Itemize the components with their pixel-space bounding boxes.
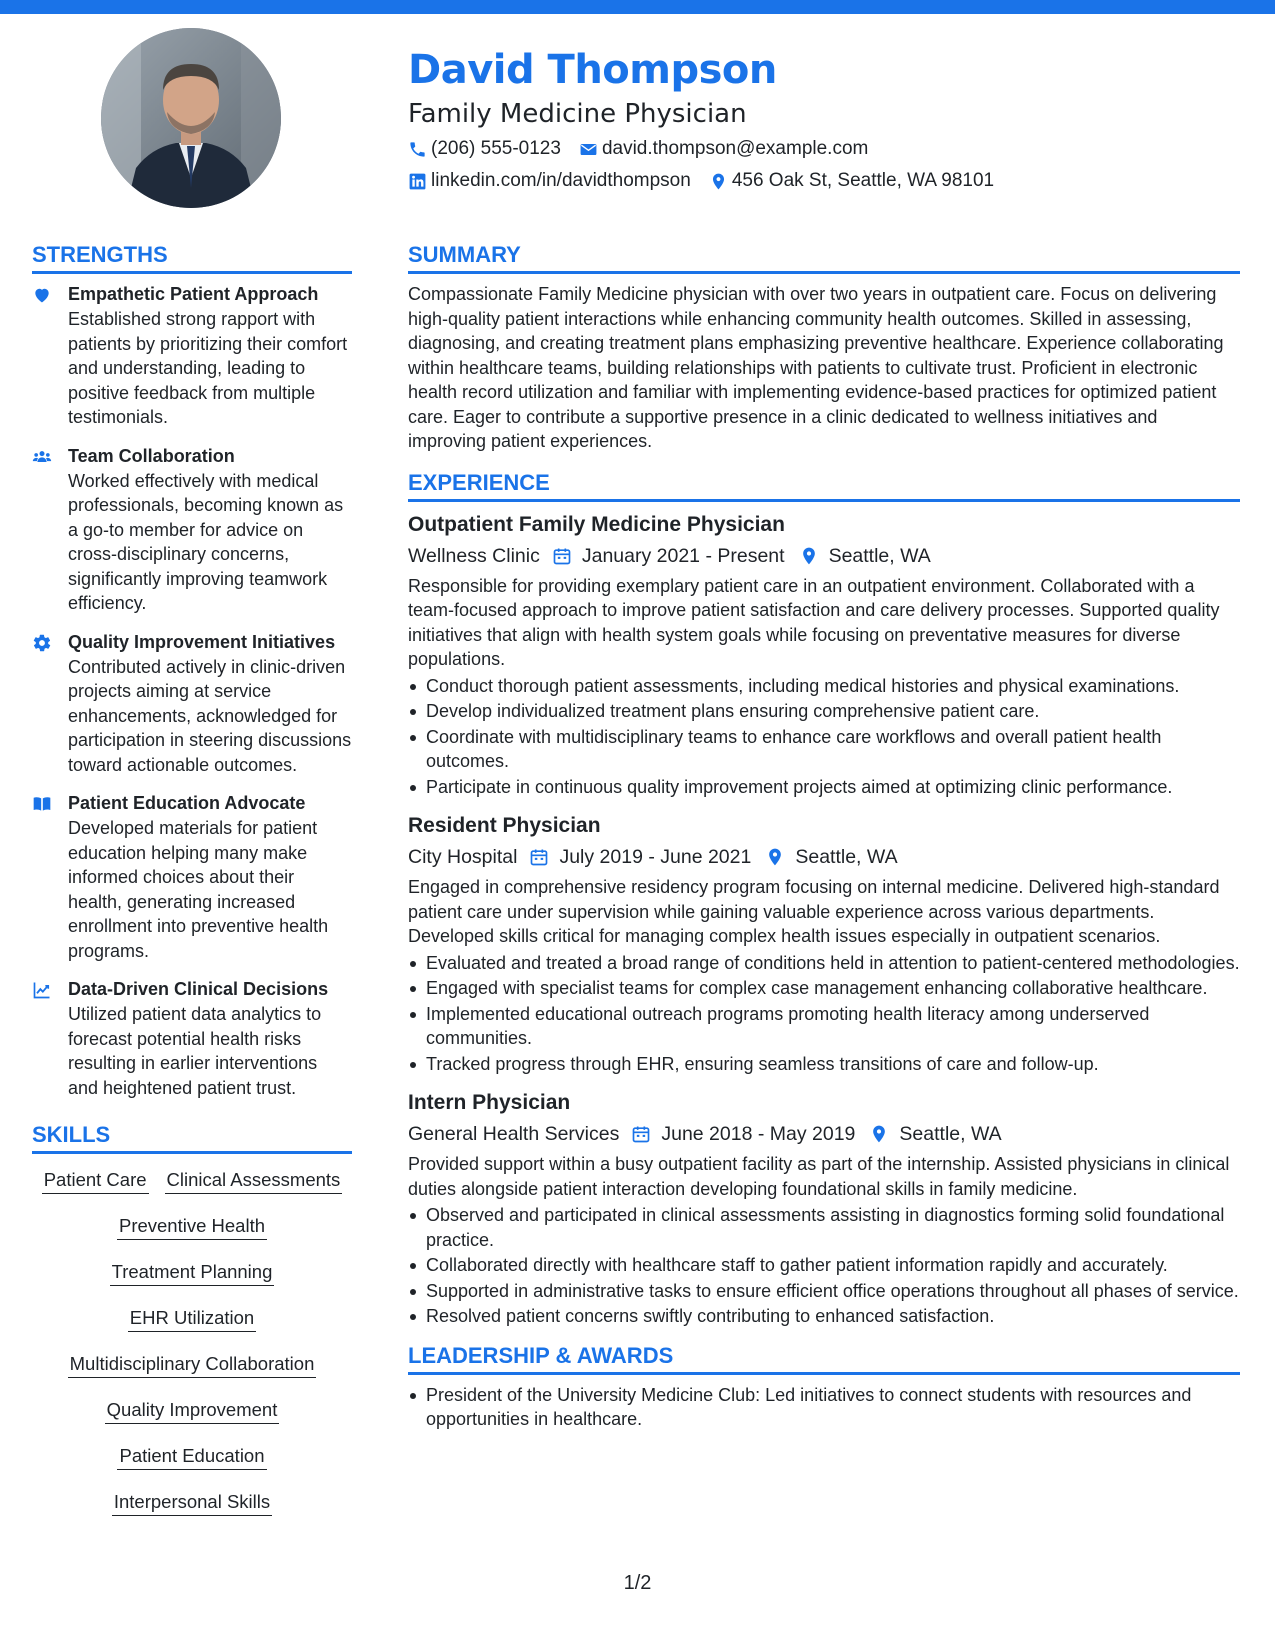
book-icon (32, 794, 52, 814)
users-icon (32, 447, 52, 467)
phone-contact (408, 134, 561, 164)
bullet-item: Evaluated and treated a broad range of conditions held in attention to patient-centered methodologies. (408, 951, 1240, 976)
job-role: Intern Physician (408, 1091, 571, 1114)
job-meta (408, 841, 1240, 873)
heart-icon (32, 285, 52, 305)
bullet-item: President of the University Medicine Club: Led initiatives to connect students with resources and opportunities in healthcare. (408, 1383, 1240, 1432)
job-meta (408, 1118, 1240, 1150)
strength-desc: Established strong rapport with patients by prioritizing their comfort and understanding, leading to positive feedback from multiple testimonials. (68, 309, 348, 427)
skill-tag: Clinical Assessments (165, 1168, 343, 1194)
left-column (32, 240, 352, 1536)
job-bullets (408, 951, 1240, 1077)
bullet-item: Implemented educational outreach programs promoting health literacy among underserved communities. (408, 1002, 1240, 1051)
summary-heading: SUMMARY (408, 240, 1240, 274)
job-role: Outpatient Family Medicine Physician (408, 512, 785, 536)
strength-title: Patient Education Advocate (68, 793, 306, 813)
address-contact (709, 166, 994, 196)
bullet-item: Supported in administrative tasks to ensure efficient office operations throughout all phases of service. (408, 1279, 1240, 1304)
strengths-heading: STRENGTHS (32, 240, 352, 274)
calendar-icon (552, 546, 572, 566)
right-column (408, 240, 1240, 1433)
calendar-icon (529, 847, 549, 867)
strength-title: Empathetic Patient Approach (68, 284, 319, 304)
job-entry (408, 1088, 1240, 1329)
strength-title: Data-Driven Clinical Decisions (68, 979, 329, 999)
contact-row-2 (408, 166, 1238, 196)
skill-tag: Quality Improvement (105, 1398, 280, 1424)
strength-desc: Developed materials for patient education helping many make informed choices about their health, generating increased enrollment into preventive health programs. (68, 818, 329, 961)
strength-desc: Worked effectively with medical professionals, becoming known as a go-to member for advice on cross-disciplinary concerns, significantly improving teamwork efficiency. (68, 470, 344, 613)
job-org: General Health Services (408, 1123, 620, 1145)
map-pin-icon (765, 847, 785, 867)
job-description: Provided support within a busy outpatient facility as part of the internship. Assisted physicians in clinical duties alongside patient interaction developing foundational skills in family medicine. (408, 1154, 1230, 1199)
job-location: Seattle, WA (795, 846, 898, 868)
skill-tag: Treatment Planning (110, 1260, 275, 1286)
job-bullets (408, 674, 1240, 800)
candidate-title: Family Medicine Physician (408, 99, 747, 129)
phone-text: (206) 555-0123 (431, 138, 561, 159)
job-entry (408, 811, 1240, 1076)
job-entry (408, 510, 1240, 800)
map-pin-icon (709, 172, 728, 191)
strength-item (32, 444, 352, 616)
bullet-item: Resolved patient concerns swiftly contributing to enhanced satisfaction. (408, 1304, 1240, 1329)
strength-item (32, 791, 352, 963)
summary-text: Compassionate Family Medicine physician with over two years in outpatient care. Focus on delivering high-quality patient interactions while enhancing community health outcomes. Skilled in assessing, diagnosing, and creating treatment plans emphasizing preventive healthcare. Experience collaborating within healthcare teams, building relationships with patients to cultivate trust. Proficient in electronic health record utilization and familiar with implementing evidence-based practices for optimized patient care. Eager to contribute a supportive presence in a clinic dedicated to wellness initiatives and improving patient experiences. (408, 284, 1224, 451)
address-text: 456 Oak St, Seattle, WA 98101 (731, 170, 995, 191)
bullet-item: Conduct thorough patient assessments, including medical histories and physical examinations. (408, 674, 1240, 699)
bullet-item: Tracked progress through EHR, ensuring seamless transitions of care and follow-up. (408, 1052, 1240, 1077)
bullet-item: Develop individualized treatment plans ensuring comprehensive patient care. (408, 699, 1240, 724)
calendar-icon (631, 1124, 651, 1144)
map-pin-icon (799, 546, 819, 566)
page-number: 1/2 (623, 1572, 652, 1594)
strength-item (32, 630, 352, 778)
job-dates: January 2021 - Present (581, 544, 785, 567)
leadership-heading: LEADERSHIP & AWARDS (408, 1341, 1240, 1375)
gear-icon (32, 633, 52, 653)
skills-list (32, 1168, 352, 1536)
bullet-item: Participate in continuous quality improvement projects aimed at optimizing clinic performance. (408, 775, 1240, 800)
linkedin-contact[interactable] (408, 166, 691, 196)
candidate-name: David Thompson (408, 47, 777, 93)
phone-icon (408, 140, 427, 159)
bullet-item: Collaborated directly with healthcare staff to gather patient information rapidly and accurately. (408, 1253, 1240, 1278)
strength-item (32, 282, 352, 430)
job-dates: June 2018 - May 2019 (661, 1123, 856, 1145)
strength-title: Team Collaboration (68, 445, 235, 466)
resume-header (408, 42, 1238, 196)
contact-row-1 (408, 134, 1238, 164)
skill-tag: Interpersonal Skills (112, 1490, 272, 1516)
strength-desc: Utilized patient data analytics to forecast potential health risks resulting in earlier interventions and heightened patient trust. (68, 1004, 322, 1098)
skill-tag: Patient Care (42, 1168, 149, 1194)
job-dates: July 2019 - June 2021 (559, 846, 752, 868)
email-text[interactable]: david.thompson@example.com (601, 138, 869, 159)
skills-heading: SKILLS (32, 1120, 352, 1154)
skill-tag: Patient Education (117, 1444, 266, 1470)
job-bullets (408, 1203, 1240, 1329)
job-org: City Hospital (408, 846, 518, 868)
job-meta (408, 540, 1240, 572)
skill-tag: Multidisciplinary Collaboration (68, 1352, 317, 1378)
strength-item (32, 977, 352, 1100)
linkedin-icon (408, 172, 427, 191)
job-description: Responsible for providing exemplary patient care in an outpatient environment. Collaborated with a team-focused approach to improve patient satisfaction and care delivery processes. Supported quality initiatives that align with health system goals while focusing on preventative measures for diverse populations. (408, 575, 1220, 669)
envelope-icon (579, 140, 598, 159)
job-location: Seattle, WA (828, 544, 931, 567)
linkedin-text[interactable]: linkedin.com/in/davidthompson (431, 170, 691, 191)
top-accent-bar (0, 0, 1275, 14)
map-pin-icon (869, 1124, 889, 1144)
email-contact[interactable] (579, 134, 868, 164)
chart-line-icon (32, 980, 52, 1000)
bullet-item: Engaged with specialist teams for complex case management enhancing collaborative healthcare. (408, 976, 1240, 1001)
job-role: Resident Physician (408, 814, 601, 837)
job-location: Seattle, WA (899, 1123, 1002, 1145)
job-org: Wellness Clinic (408, 544, 540, 567)
skill-tag: EHR Utilization (128, 1306, 256, 1332)
bullet-item: Coordinate with multidisciplinary teams to enhance care workflows and overall patient health outcomes. (408, 725, 1240, 774)
leadership-list (408, 1383, 1240, 1432)
skill-tag: Preventive Health (117, 1214, 267, 1240)
profile-photo (101, 28, 281, 208)
experience-heading: EXPERIENCE (408, 468, 1240, 502)
job-description: Engaged in comprehensive residency program focusing on internal medicine. Delivered high-standard patient care under supervision while gaining valuable experience across various departments. Developed skills critical for managing complex health issues especially in outpatient scenarios. (408, 877, 1220, 946)
strength-desc: Contributed actively in clinic-driven projects aiming at service enhancements, acknowledged for participation in steering discussions toward actionable outcomes. (68, 656, 352, 775)
bullet-item: Observed and participated in clinical assessments assisting in diagnostics forming solid foundational practice. (408, 1203, 1240, 1252)
strength-title: Quality Improvement Initiatives (68, 631, 336, 652)
